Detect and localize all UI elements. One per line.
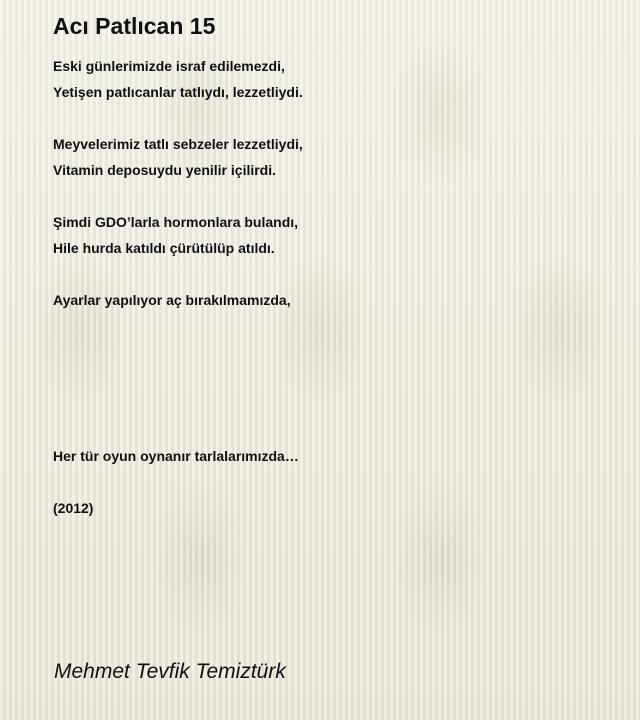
poem-line: Meyvelerimiz tatlı sebzeler lezzetliydi,	[53, 136, 303, 152]
poem-body	[53, 53, 613, 521]
poem-line: Yetişen patlıcanlar tatlıydı, lezzetliydi.	[53, 84, 303, 100]
stanza-gap	[53, 105, 613, 131]
stanza-gap	[53, 391, 613, 417]
stanza-gap	[53, 365, 613, 391]
poem-date: (2012)	[53, 500, 94, 516]
poem-line: Vitamin deposuydu yenilir içilirdi.	[53, 162, 277, 178]
stanza-gap	[53, 183, 613, 209]
stanza-gap	[53, 417, 613, 443]
poem-line: Şimdi GDO’larla hormonlara bulandı,	[53, 214, 299, 230]
poem-line: Her tür oyun oynanır tarlalarımızda…	[53, 448, 299, 464]
poem-line: Eski günlerimizde israf edilemezdi,	[53, 58, 285, 74]
poem-line: Ayarlar yapılıyor aç bırakılmamızda,	[53, 292, 291, 308]
poem-line: Hile hurda katıldı çürütülüp atıldı.	[53, 240, 275, 256]
poem-title: Acı Patlıcan 15	[53, 13, 216, 39]
stanza-gap	[53, 313, 613, 339]
stanza-gap	[53, 261, 613, 287]
stanza-gap	[53, 339, 613, 365]
author-name: Mehmet Tevfik Temiztürk	[54, 660, 286, 683]
stanza-gap	[53, 469, 613, 495]
